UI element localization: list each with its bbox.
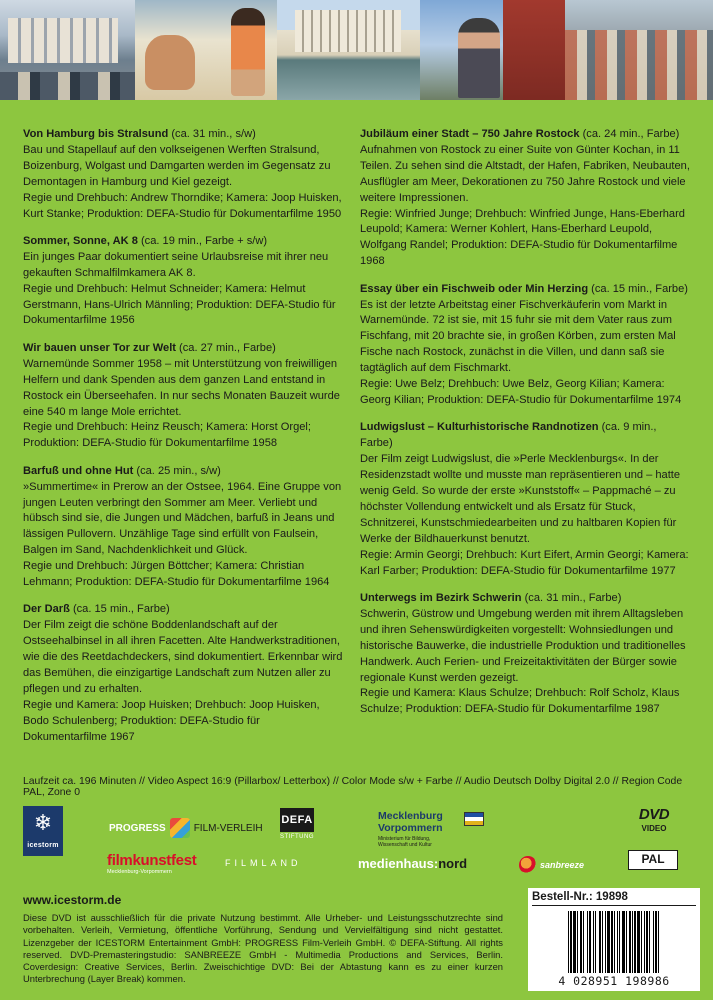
film-duration: (ca. 27 min., Farbe) <box>175 341 276 354</box>
film-list-left <box>23 127 345 757</box>
film-description: Bau und Stapellauf auf den volkseigenen Werften Stralsund, Boizenburg, Wolgast und Damgarten werden im Gegensatz zu Demontagen in Hamburg und Kiel gezeigt. <box>23 143 331 188</box>
film-title: Unterwegs im Bezirk Schwerin <box>360 591 522 604</box>
order-number: Bestell-Nr.: 19898 <box>532 891 696 906</box>
old-town-photo <box>565 0 713 100</box>
film-entry <box>360 420 690 579</box>
progress-logo: PROGRESS FILM-VERLEIH <box>109 818 263 838</box>
film-entry <box>360 282 690 409</box>
sanbreeze-logo: sanbreeze <box>519 856 584 874</box>
filmland-logo: FILMLAND <box>225 858 302 868</box>
barcode-box <box>528 888 700 991</box>
barcode-digits: 4 028951 198986 <box>558 974 670 988</box>
barcode-bars <box>532 911 696 973</box>
film-title: Jubiläum einer Stadt – 750 Jahre Rostock <box>360 128 580 140</box>
film-entry <box>23 602 345 745</box>
film-entry <box>23 127 345 222</box>
film-list-right <box>360 127 690 730</box>
harbor-town-photo <box>0 0 135 100</box>
film-title: Essay über ein Fischweib oder Min Herzing <box>360 282 589 295</box>
film-credits: Regie und Drehbuch: Heinz Reusch; Kamera: Horst Orgel; Produktion: DEFA-Studio für Dokumentarfilme 1958 <box>23 421 311 450</box>
film-entry <box>23 464 345 591</box>
film-description: Warnemünde Sommer 1958 – mit Unterstützung von freiwilligen Helfern und dank Spenden aus dem ganzen Land entstand in Rostock ein Überseehafen. In nur sechs Monaten Bauzeit wurde eine 540 m lange Mole errichtet. <box>23 357 340 418</box>
beach-people-photo <box>135 0 277 100</box>
film-title: Sommer, Sonne, AK 8 <box>23 234 138 247</box>
film-entry <box>360 591 690 718</box>
film-credits: Regie und Drehbuch: Jürgen Böttcher; Kamera: Christian Lehmann; Produktion: DEFA-Studio für Dokumentarfilme 1964 <box>23 560 330 589</box>
sanbreeze-mark-icon <box>519 856 537 874</box>
progress-mark-icon <box>170 818 190 838</box>
film-description: Schwerin, Güstrow und Umgebung werden mit ihrem Alltagsleben und ihren Sehenswürdigkeiten vorgestellt: Wohnsiedlungen und historische Bauwerke, die industrielle Produktion und traditionelles Handwerk. Auch Ferien- und Freizeitaktivitäten der Bürger sowie regionale Kunst werden gezeigt. <box>360 607 686 684</box>
barcode-bar <box>659 911 660 973</box>
film-entry <box>23 234 345 329</box>
film-title: Wir bauen unser Tor zur Welt <box>23 341 176 354</box>
technical-specs: Laufzeit ca. 196 Minuten // Video Aspect 16:9 (Pillarbox/ Letterbox) // Color Mode s/w + Farbe // Audio Deutsch Dolby Digital 2.0 // Region Code PAL, Zone 0 <box>23 776 683 798</box>
film-title: Ludwigslust – Kulturhistorische Randnotizen <box>360 421 599 434</box>
film-description: Es ist der letzte Arbeitstag einer Fischverkäuferin vom Markt in Warnemünde. 72 ist sie, mit 15 fuhr sie mit dem Vater raus zum Fischfang, mit 20 brachte sie, in großen Körben, zum ersten Mal Fische nach Rostock, zunächst in die Villen, und dann saß sie tagtäglich auf dem Fischmarkt. <box>360 298 676 375</box>
film-duration: (ca. 31 min., s/w) <box>168 128 256 140</box>
film-duration: (ca. 15 min., Farbe) <box>588 282 688 295</box>
film-credits: Regie: Armin Georgi; Drehbuch: Kurt Eifert, Armin Georgi; Kamera: Karl Farber; Produktion: DEFA-Studio für Dokumentarfilme 1977 <box>360 548 689 577</box>
film-duration: (ca. 25 min., s/w) <box>133 464 221 477</box>
film-credits: Regie und Drehbuch: Helmut Schneider; Kamera: Helmut Gerstmann, Hans-Ulrich Männling; Produktion: DEFA-Studio für Dokumentarfilme 1956 <box>23 282 336 327</box>
film-credits: Regie: Winfried Junge; Drehbuch: Winfried Junge, Hans-Eberhard Leupold; Kamera: Werner Kohlert, Hans-Eberhard Leupold, Wolfgang Randel; Produktion: DEFA-Studio für Dokumentarfilme 1968 <box>360 207 685 268</box>
icestorm-logo: ❄ icestorm <box>23 806 63 856</box>
filmkunstfest-logo: filmkunstfest Mecklenburg-Vorpommern <box>107 852 197 875</box>
film-entry <box>23 341 345 452</box>
defa-logo: DEFA STIFTUNG <box>277 808 317 848</box>
polar-bear-icon: ❄ <box>33 810 53 835</box>
pal-badge: PAL <box>628 850 678 870</box>
film-description: Der Film zeigt Ludwigslust, die »Perle Mecklenburgs«. In der Residenzstadt wollte und musste man repräsentieren und – hatte wenig Geld. So wurde der erste »Kunststoff« – Pappmaché – zu höchster Vollendung entwickelt und als Ersatz für Stuck, Schnitzerei, Kunstschmiedearbeiten und zu haltbaren Kopien für Werke der Bildhauerkunst benutzt. <box>360 453 681 545</box>
photo-strip <box>0 0 713 100</box>
film-credits: Regie und Kamera: Klaus Schulze; Drehbuch: Rolf Scholz, Klaus Schulze; Produktion: DEFA-Studio für Dokumentarfilme 1987 <box>360 687 680 716</box>
medienhaus-nord-logo: medienhaus:nord <box>358 856 468 871</box>
film-duration: (ca. 15 min., Farbe) <box>69 603 170 616</box>
crane-operator-photo <box>420 0 565 100</box>
state-flag-icon <box>464 812 484 826</box>
website-url: www.icestorm.de <box>23 893 122 907</box>
film-title: Barfuß und ohne Hut <box>23 464 134 477</box>
film-title: Der Darß <box>23 603 70 616</box>
film-duration: (ca. 19 min., Farbe + s/w) <box>137 234 268 247</box>
film-credits: Regie und Drehbuch: Andrew Thorndike; Kamera: Joop Huisken, Kurt Stanke; Produktion: DEFA-Studio für Dokumentarfilme 1950 <box>23 191 342 220</box>
film-description: Ein junges Paar dokumentiert seine Urlaubsreise mit ihrer neu gekauften Schmalfilmkamera AK 8. <box>23 250 329 279</box>
film-duration: (ca. 24 min., Farbe) <box>579 128 680 140</box>
film-description: »Summertime« in Prerow an der Ostsee, 1964. Eine Gruppe von jungen Leuten verbringt den Sommer am Meer. Verliebt und hübsch sind sie, die Jungen und Mädchen, barfuß in Jeans und lässigen Pullovern. Unzählige Tage sind erfüllt von Faulsein, Balgen im Sand, Nachdenklichkeit und Glück. <box>23 480 342 557</box>
palace-photo <box>277 0 420 100</box>
legal-notice: Diese DVD ist ausschließlich für die private Nutzung bestimmt. Alle Urheber- und Leistungsschutzrechte sind vorbehalten. Verleih, Vermietung, öffentliche Vorführung, Sendung und Vervielfältigung sind nicht gestattet. Lizenzgeber der ICESTORM Entertainment GmbH: PROGRESS Film-Verleih GmbH. © DEFA-Stiftung. All rights reserved. DVD-Premasteringstudio: SANBREEZE GmbH - Multimedia Productions and Services, Berlin. Coverdesign: Creative Services, Berlin. Zweischichtige DVD: Bei der Abtastung kann es zu einer kurzen Unterbrechung (Layer Break) kommen. <box>23 912 503 985</box>
film-duration: (ca. 9 min., Farbe) <box>360 421 657 450</box>
film-credits: Regie und Kamera: Joop Huisken; Drehbuch: Joop Huisken, Bodo Schulenberg; Produktion: DEFA-Studio für Dokumentarfilme 1967 <box>23 698 320 743</box>
film-duration: (ca. 31 min., Farbe) <box>521 591 622 604</box>
logo-bar <box>0 800 713 890</box>
film-description: Der Film zeigt die schöne Boddenlandschaft auf der Ostseehalbinsel in all ihren Facetten. Alte Handwerkstraditionen, wie die des Reetdachdeckers, sind dokumentiert. Erkennbar wird das Bemühen, die einzigartige Landschaft zum Nutzen aller zu pflegen und zu erhalten. <box>23 619 343 695</box>
film-entry <box>360 127 690 270</box>
dvd-video-logo: DVD VIDEO <box>638 806 670 833</box>
film-description: Aufnahmen von Rostock zu einer Suite von Günter Kochan, in 11 Teilen. Zu sehen sind die Altstadt, der Hafen, Fabriken, Neubauten, Ausflügler am Meer, Dekorationen zu 750 Jahre Rostock und viele weitere Impressionen. <box>360 143 690 204</box>
film-credits: Regie: Uwe Belz; Drehbuch: Uwe Belz, Georg Kilian; Kamera: Georg Kilian; Produktion: DEFA-Studio für Dokumentarfilme 1974 <box>360 378 682 406</box>
mecklenburg-vorpommern-logo: Mecklenburg Vorpommern Ministerium für Bildung, Wissenschaft und Kultur <box>378 810 488 848</box>
film-title: Von Hamburg bis Stralsund <box>23 128 169 140</box>
